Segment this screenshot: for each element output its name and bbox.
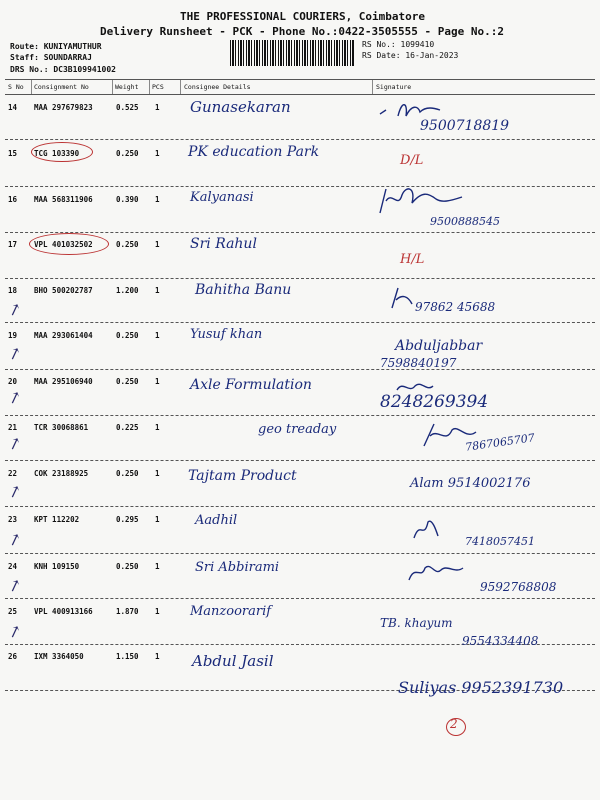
document-title: THE PROFESSIONAL COURIERS, Coimbatore — [180, 10, 426, 23]
row-sno: 26 — [8, 652, 18, 661]
row-consignment: TCG 103390 — [34, 149, 80, 158]
row-pcs: 1 — [155, 331, 160, 340]
row-consignment: COK 23188925 — [34, 469, 89, 478]
header-bottom-rule — [5, 94, 595, 95]
row-weight: 0.390 — [116, 195, 139, 204]
check-mark: ↗ — [5, 432, 25, 455]
row-pcs: 1 — [155, 423, 160, 432]
row-signature: 7867065707 — [464, 431, 536, 454]
row-consignment: VPL 401032502 — [34, 240, 93, 249]
row-divider — [5, 460, 595, 461]
row-consignee: Abdul Jasil — [192, 652, 274, 670]
row-pcs: 1 — [155, 286, 160, 295]
row-sno: 25 — [8, 607, 18, 616]
row-consignee: Gunasekaran — [190, 98, 291, 116]
row-sno: 19 — [8, 331, 18, 340]
row-divider — [5, 139, 595, 140]
barcode — [230, 40, 355, 66]
route-label: Route: KUNIYAMUTHUR — [10, 42, 102, 51]
row-divider — [5, 415, 595, 416]
rs-date: RS Date: 16-Jan-2023 — [362, 51, 459, 60]
row-pcs: 1 — [155, 607, 160, 616]
row-divider — [5, 232, 595, 233]
check-mark: ↗ — [5, 620, 25, 643]
document-subtitle: Delivery Runsheet - PCK - Phone No.:0422-3505555 - Page No.:2 — [100, 25, 504, 38]
row-weight: 0.250 — [116, 377, 139, 386]
row-consignee: Yusuf khan — [190, 327, 263, 342]
check-mark: ↗ — [5, 298, 25, 321]
row-pcs: 1 — [155, 652, 160, 661]
row-weight: 0.250 — [116, 240, 139, 249]
row-consignment: BHO 500202787 — [34, 286, 93, 295]
row-consignee: Sri Rahul — [190, 236, 257, 252]
row-pcs: 1 — [155, 195, 160, 204]
signature-scribble — [388, 284, 418, 312]
row-weight: 0.525 — [116, 103, 139, 112]
col-consignee: Consignee Details — [184, 83, 251, 91]
col-signature: Signature — [376, 83, 412, 91]
col-divider — [112, 80, 113, 94]
row-signature: TB. khayum — [380, 616, 453, 630]
row-divider — [5, 278, 595, 279]
row-sno: 24 — [8, 562, 18, 571]
row-consignee: Bahitha Banu — [195, 282, 292, 298]
col-divider — [31, 80, 32, 94]
row-signature: 9500888545 — [430, 215, 500, 228]
row-divider — [5, 186, 595, 187]
row-sno: 20 — [8, 377, 18, 386]
row-pcs: 1 — [155, 469, 160, 478]
row-signature: D/L — [400, 153, 424, 168]
row-consignee: geo treaday — [258, 422, 337, 437]
row-sno: 18 — [8, 286, 18, 295]
col-pcs: PCS — [152, 83, 164, 91]
row-consignment: KNH 109150 — [34, 562, 80, 571]
signature-scribble — [405, 560, 465, 584]
row-pcs: 1 — [155, 377, 160, 386]
col-divider — [180, 80, 181, 94]
marked-circle — [31, 142, 93, 162]
col-divider — [149, 80, 150, 94]
row-signature: Suliyas 9952391730 — [398, 678, 564, 697]
marked-circle — [29, 233, 109, 255]
row-weight: 0.295 — [116, 515, 139, 524]
row-sno: 16 — [8, 195, 18, 204]
row-weight: 0.250 — [116, 149, 139, 158]
row-signature: 9592768808 — [480, 580, 557, 594]
row-signature: 7418057451 — [465, 535, 535, 548]
page-mark: 2 — [450, 717, 458, 731]
row-signature: 97862 45688 — [415, 300, 496, 314]
row-consignee: Aadhil — [195, 513, 238, 528]
row-sno: 21 — [8, 423, 18, 432]
row-signature: 8248269394 — [380, 392, 489, 412]
drs-number: DRS No.: DC3B109941002 — [10, 65, 116, 74]
col-sno: S No — [8, 83, 24, 91]
rs-number: RS No.: 1099410 — [362, 40, 435, 49]
row-sno: 17 — [8, 240, 18, 249]
check-mark: ↗ — [5, 386, 25, 409]
row-consignee: Kalyanasi — [190, 190, 254, 205]
row-pcs: 1 — [155, 149, 160, 158]
row-consignment: TCR 30068861 — [34, 423, 89, 432]
col-weight: Weight — [115, 83, 139, 91]
row-weight: 0.250 — [116, 562, 139, 571]
row-consignment: MAA 295106940 — [34, 377, 93, 386]
row-sno: 14 — [8, 103, 18, 112]
row-sno: 15 — [8, 149, 18, 158]
row-consignee: Tajtam Product — [188, 468, 297, 484]
row-signature: 9500718819 — [420, 118, 510, 134]
row-weight: 0.250 — [116, 469, 139, 478]
row-divider — [5, 369, 595, 370]
row-sno: 23 — [8, 515, 18, 524]
row-consignment: VPL 400913166 — [34, 607, 93, 616]
row-signature-phone: 7598840197 — [380, 356, 457, 370]
row-weight: 0.225 — [116, 423, 139, 432]
row-divider — [5, 598, 595, 599]
col-divider — [372, 80, 373, 94]
staff-label: Staff: SOUNDARRAJ — [10, 53, 92, 62]
row-consignment: MAA 297679823 — [34, 103, 93, 112]
row-consignment: MAA 568311906 — [34, 195, 93, 204]
check-mark: ↗ — [5, 342, 25, 365]
row-weight: 1.870 — [116, 607, 139, 616]
row-pcs: 1 — [155, 103, 160, 112]
row-consignee: Axle Formulation — [190, 377, 312, 393]
row-signature-phone: 9554334408 — [462, 634, 539, 648]
row-pcs: 1 — [155, 562, 160, 571]
row-pcs: 1 — [155, 240, 160, 249]
row-consignment: KPT 112202 — [34, 515, 80, 524]
row-weight: 0.250 — [116, 331, 139, 340]
row-signature: H/L — [400, 252, 425, 267]
row-sno: 22 — [8, 469, 18, 478]
row-consignment: MAA 293061404 — [34, 331, 93, 340]
row-consignment: IXM 3364050 — [34, 652, 84, 661]
row-consignee: PK education Park — [188, 144, 320, 160]
row-divider — [5, 553, 595, 554]
signature-scribble — [410, 516, 440, 542]
row-signature: Abduljabbar — [395, 338, 483, 354]
header-top-rule — [5, 79, 595, 80]
col-consignment: Consignment No — [34, 83, 89, 91]
row-weight: 1.200 — [116, 286, 139, 295]
row-pcs: 1 — [155, 515, 160, 524]
row-weight: 1.150 — [116, 652, 139, 661]
check-mark: ↗ — [5, 480, 25, 503]
row-consignee: Sri Abbirami — [195, 560, 280, 575]
check-mark: ↗ — [5, 574, 25, 597]
row-signature: Alam 9514002176 — [410, 476, 531, 491]
row-divider — [5, 322, 595, 323]
row-divider — [5, 506, 595, 507]
row-consignee: Manzoorarif — [190, 604, 272, 619]
check-mark: ↗ — [5, 528, 25, 551]
